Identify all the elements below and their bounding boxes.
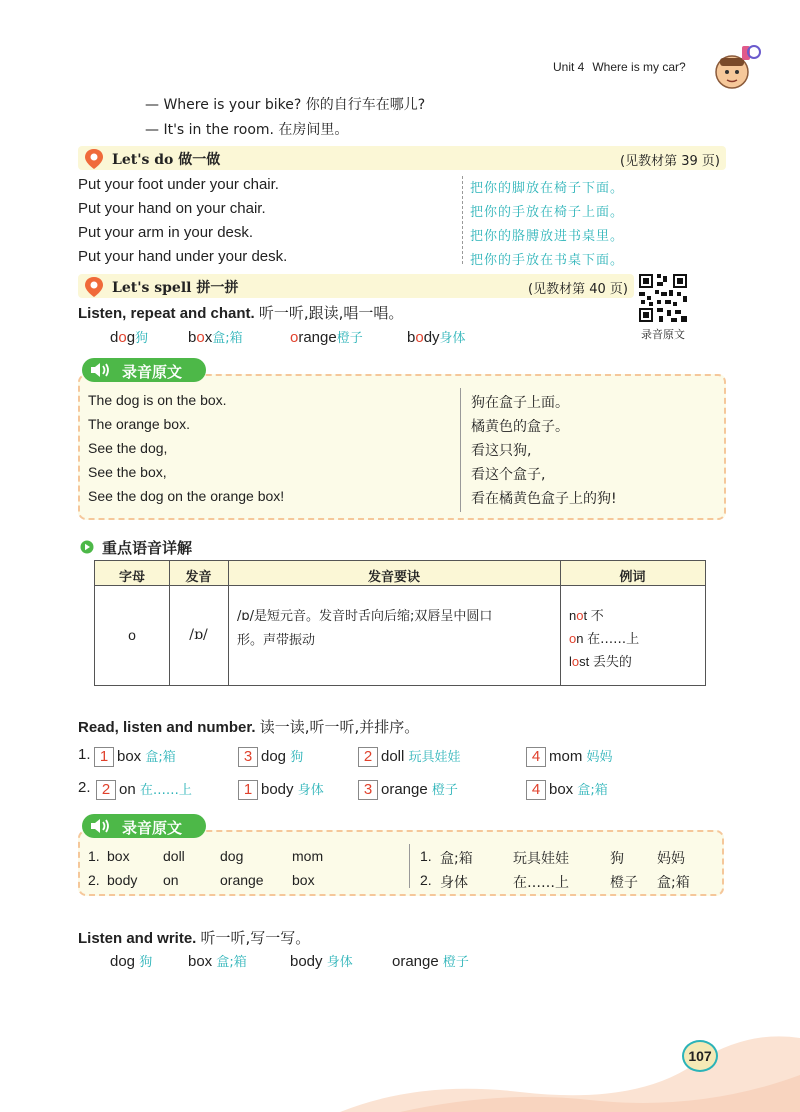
command-en: Put your hand under your desk.	[78, 248, 288, 265]
answer-box[interactable]: 1	[238, 780, 258, 800]
recording-tag[interactable]	[82, 358, 206, 382]
row-number: 1.	[78, 746, 91, 763]
transcript-zh: 狗在盒子上面。	[471, 395, 569, 411]
mascot-icon	[712, 42, 762, 92]
header-examples: 例词	[619, 570, 646, 585]
answer-box[interactable]: 3	[358, 780, 378, 800]
spell-word: orange橙子	[290, 329, 363, 346]
answer-box[interactable]: 4	[526, 747, 546, 767]
number-item: 2 doll 玩具娃娃	[358, 746, 461, 767]
number-item: 3 dog 狗	[238, 746, 303, 767]
transcript-en: See the box,	[88, 464, 167, 480]
transcript-en: The orange box.	[88, 416, 190, 432]
column-divider	[409, 844, 410, 888]
qr-code-label: 录音原文	[641, 328, 685, 341]
transcript-number: 2.	[420, 872, 432, 888]
transcript-zh: 看这只狗,	[471, 443, 532, 459]
answer-box[interactable]: 3	[238, 747, 258, 767]
command-zh: 把你的脚放在椅子下面。	[470, 181, 625, 196]
column-divider	[462, 176, 463, 264]
number-item: 4 mom 妈妈	[526, 746, 613, 767]
transcript-en: See the dog on the orange box!	[88, 488, 285, 504]
transcript-zh: 妈妈	[657, 851, 685, 867]
transcript-zh: 在……上	[513, 875, 569, 891]
tip-line: /ɒ/是短元音。发音时舌向后缩;双唇呈中圆口	[237, 609, 493, 624]
transcript-zh: 橙子	[610, 875, 638, 891]
recording-tag[interactable]	[82, 814, 206, 838]
answer-box[interactable]: 2	[96, 780, 116, 800]
transcript-zh: 盒;箱	[440, 851, 473, 867]
transcript-en: body	[107, 872, 138, 888]
example-word: lost 丢失的	[569, 654, 632, 670]
transcript-en: doll	[163, 848, 185, 864]
write-word: body 身体	[290, 953, 353, 970]
transcript-zh: 橘黄色的盒子。	[471, 419, 569, 435]
number-item: 2 on 在……上	[96, 779, 192, 800]
transcript-en: See the dog,	[88, 440, 168, 456]
tip-line: 形。声带振动	[237, 633, 316, 648]
command-zh: 把你的手放在书桌下面。	[470, 253, 625, 268]
lets-do-row	[78, 246, 728, 270]
read-listen-instruction: Read, listen and number. 读一读,听一听,并排序。	[78, 718, 420, 736]
answer-box[interactable]: 4	[526, 780, 546, 800]
write-word: orange 橙子	[392, 953, 469, 970]
transcript-zh: 玩具娃娃	[513, 851, 569, 867]
transcript-en: box	[107, 848, 130, 864]
number-item: 1 body 身体	[238, 779, 324, 800]
number-item: 3 orange 橙子	[358, 779, 458, 800]
page-number: 107	[682, 1040, 718, 1072]
write-word: box 盒;箱	[188, 953, 247, 970]
number-item: 4 box 盒;箱	[526, 779, 608, 800]
example-word: not 不	[569, 608, 604, 624]
transcript-number: 1.	[88, 848, 100, 864]
transcript-en: on	[163, 872, 179, 888]
location-pin-icon	[84, 148, 104, 170]
header-sound: 发音	[185, 570, 212, 585]
command-zh: 把你的胳膊放进书桌里。	[470, 229, 625, 244]
transcript-zh: 盒;箱	[657, 875, 690, 891]
location-pin-icon	[84, 276, 104, 298]
command-zh: 把你的手放在椅子上面。	[470, 205, 625, 220]
footer-wave-decoration	[340, 1020, 800, 1112]
play-icon	[80, 540, 94, 554]
speaker-icon	[90, 818, 112, 834]
lets-spell-banner	[78, 274, 634, 298]
transcript-number: 2.	[88, 872, 100, 888]
lets-do-row	[78, 174, 728, 198]
number-item: 1 box 盒;箱	[94, 746, 176, 767]
command-en: Put your foot under your chair.	[78, 176, 279, 193]
phonics-table	[94, 560, 706, 686]
row-number: 2.	[78, 779, 91, 796]
command-en: Put your arm in your desk.	[78, 224, 254, 241]
answer-box[interactable]: 1	[94, 747, 114, 767]
transcript-zh: 狗	[610, 851, 624, 867]
qr-code-icon[interactable]	[637, 272, 689, 324]
write-word: dog 狗	[110, 953, 153, 970]
spell-word: body身体	[407, 329, 466, 346]
transcript-zh: 身体	[440, 875, 468, 891]
lets-spell-title: Let's spell 拼一拼	[112, 280, 239, 296]
spell-word: dog狗	[110, 329, 149, 346]
listen-write-instruction: Listen and write. 听一听,写一写。	[78, 929, 311, 947]
transcript-number: 1.	[420, 848, 432, 864]
transcript-en: box	[292, 872, 315, 888]
header-tip: 发音要诀	[367, 570, 420, 585]
transcript-en: orange	[220, 872, 264, 888]
recording-label: 录音原文	[122, 363, 183, 381]
spell-instruction: Listen, repeat and chant. 听一听,跟读,唱一唱。	[78, 304, 404, 322]
transcript-zh: 看在橘黄色盒子上的狗!	[471, 491, 617, 507]
transcript-en: dog	[220, 848, 244, 864]
header-letter: 字母	[118, 570, 145, 585]
lets-do-banner	[78, 146, 726, 170]
unit-label: Unit 4	[553, 60, 585, 74]
speaker-icon	[90, 362, 112, 378]
unit-title: Where is my car?	[592, 60, 686, 74]
dialog-line: — Where is your bike? 你的自行车在哪儿?	[145, 97, 426, 113]
recording-label: 录音原文	[122, 819, 183, 837]
phonics-title: 重点语音详解	[102, 539, 193, 557]
textbook-reference: (见教材第 40 页)	[528, 282, 628, 297]
letter-cell: o	[128, 627, 136, 643]
transcript-en: The dog is on the box.	[88, 392, 227, 408]
page-header	[553, 60, 686, 74]
example-word: on 在……上	[569, 631, 640, 647]
lets-do-title: Let's do 做一做	[112, 152, 221, 168]
textbook-reference: (见教材第 39 页)	[620, 154, 720, 169]
lets-do-row	[78, 222, 728, 246]
transcript-en: mom	[292, 848, 324, 864]
transcript-zh: 看这个盒子,	[471, 467, 546, 483]
command-en: Put your hand on your chair.	[78, 200, 266, 217]
column-divider	[460, 388, 461, 512]
dialog-line: — It's in the room. 在房间里。	[145, 122, 349, 138]
answer-box[interactable]: 2	[358, 747, 378, 767]
lets-do-row	[78, 198, 728, 222]
spell-word: box盒;箱	[188, 329, 243, 346]
sound-cell: /ɒ/	[189, 627, 208, 643]
